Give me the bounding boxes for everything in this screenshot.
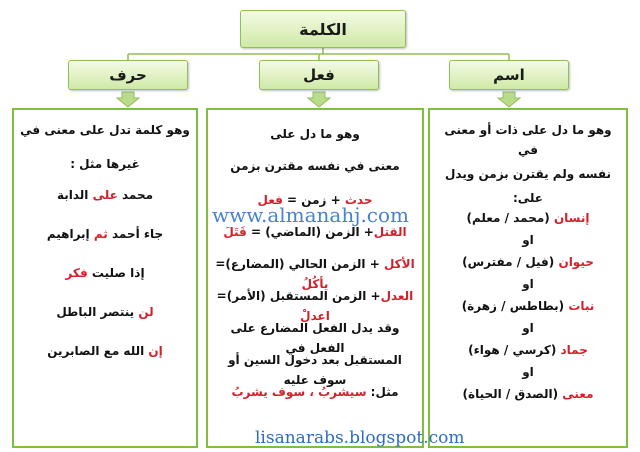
- formula-row: العدل+ الزمن المستقبل (الأمر)= اعدلْ: [216, 289, 414, 323]
- category-label: حرف: [109, 66, 147, 84]
- list-item: جماد (كرسي / هواء): [468, 343, 588, 357]
- noun-definition-3: على:: [512, 191, 544, 205]
- verb-definition-2: معنى في نفسه مقترن بزمن: [230, 159, 400, 173]
- root-node-label: الكلمة: [299, 19, 347, 39]
- watermark-top: www.almanahj.com: [212, 203, 410, 227]
- list-item: إنسان (محمد / معلم): [466, 211, 590, 225]
- or-label: او: [522, 233, 534, 247]
- formula-row: القتل+ الزمن (الماضي) = قَتَلَ: [223, 225, 407, 239]
- list-item: لن ينتصر الباطل: [56, 305, 154, 319]
- verb-note: وقد يدل الفعل المضارع على الفعل في: [230, 321, 400, 355]
- verb-panel: [206, 108, 424, 448]
- list-item: حيوان (فيل / مفترس): [462, 255, 594, 269]
- category-node-particle: [68, 60, 188, 90]
- category-label: اسم: [493, 66, 525, 84]
- list-item: معنى (الصدق / الحياة): [462, 387, 594, 401]
- arrow-down-icon: [498, 92, 520, 107]
- category-node-verb: [259, 60, 379, 90]
- verb-note-2: المستقبل بعد دخول السين أو سوف عليه: [228, 353, 402, 387]
- verb-definition: وهو ما دل على: [270, 127, 360, 141]
- category-node-noun: [449, 60, 569, 90]
- formula-row: حدث + زمن = فعل: [257, 193, 373, 207]
- list-item: محمد على الدابة: [56, 188, 154, 202]
- noun-panel: [428, 108, 628, 448]
- list-item: إن الله مع الصابرين: [47, 344, 163, 358]
- list-item: إذا صليت فكر: [65, 266, 145, 280]
- arrow-down-icon: [308, 92, 330, 107]
- noun-definition: وهو ما دل على ذات أو معنى في: [444, 123, 612, 157]
- list-item: نبات (بطاطس / زهرة): [461, 299, 595, 313]
- noun-definition-2: نفسه ولم يقترن بزمن ويدل: [445, 167, 611, 181]
- or-label: او: [522, 321, 534, 335]
- or-label: او: [522, 277, 534, 291]
- verb-example: مثل: سيشربُ ، سوف يشربُ: [231, 385, 399, 399]
- root-node-word: [240, 10, 406, 48]
- particle-definition: وهو كلمة تدل على معنى في: [20, 123, 190, 137]
- formula-row: الأكل + الزمن الحالي (المضارع)= يأكُلُ: [215, 257, 415, 291]
- particle-definition-2: غيرها مثل :: [70, 157, 140, 171]
- list-item: جاء أحمد ثم إبراهيم: [46, 227, 164, 241]
- particle-panel: [12, 108, 198, 448]
- category-label: فعل: [303, 66, 335, 84]
- watermark-bottom: lisanarabs.blogspot.com: [255, 428, 465, 448]
- arrow-down-icon: [117, 92, 139, 107]
- or-label: او: [522, 365, 534, 379]
